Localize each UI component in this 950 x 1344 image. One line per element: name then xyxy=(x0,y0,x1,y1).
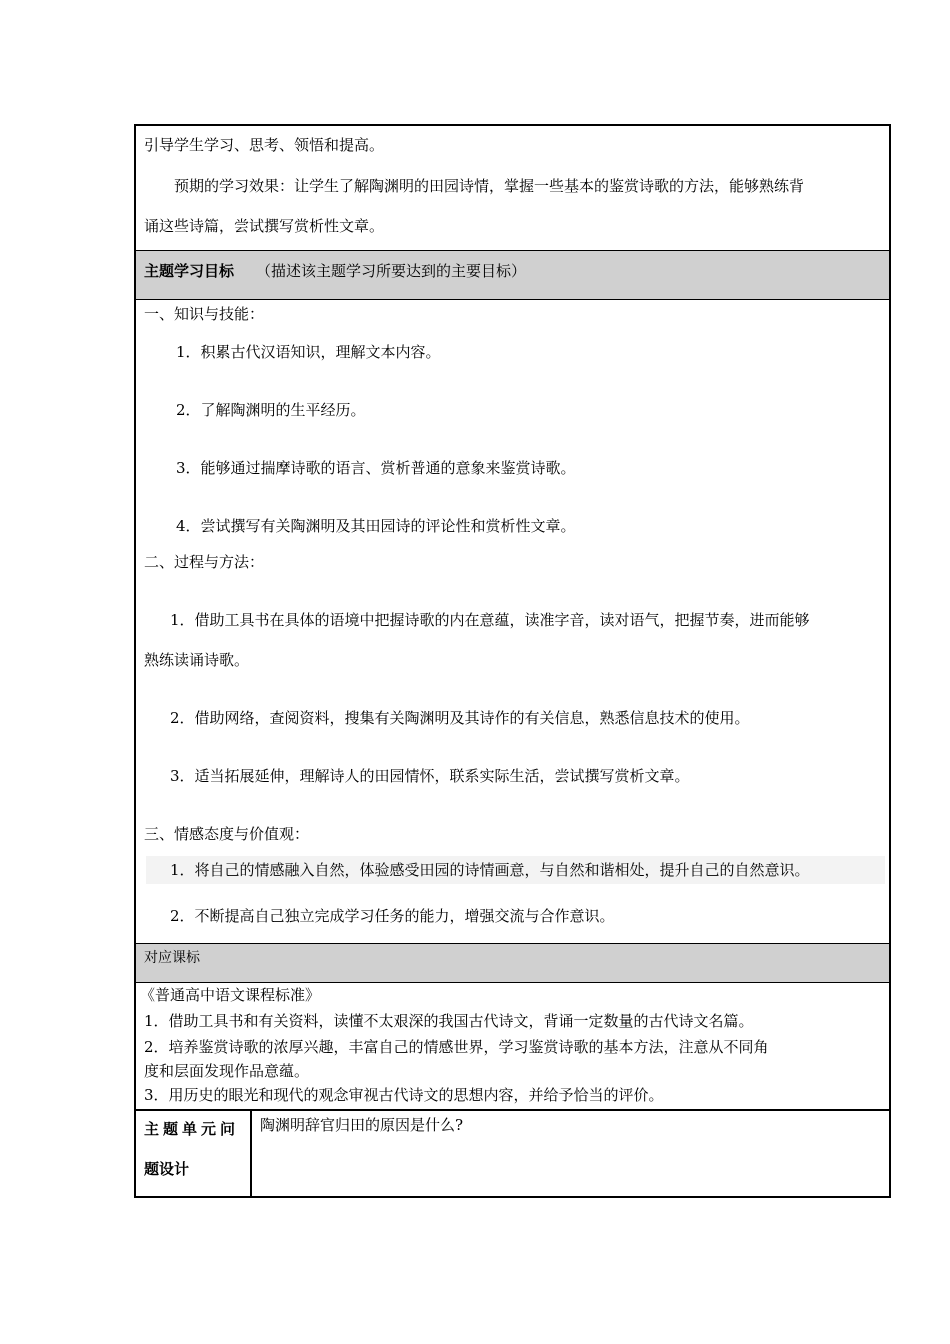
process-title: 二、过程与方法： xyxy=(144,553,265,571)
question-label-b: 题设计 xyxy=(144,1160,190,1178)
question-section xyxy=(136,1111,889,1198)
intro-line-3: 诵这些诗篇，尝试撰写赏析性文章。 xyxy=(144,217,385,235)
knowledge-item-3: 3．能够通过揣摩诗歌的语言、赏析普通的意象来鉴赏诗歌。 xyxy=(176,459,576,477)
intro-section xyxy=(136,126,889,250)
standards-item-2a: 2．培养鉴赏诗歌的浓厚兴趣，丰富自己的情感世界，学习鉴赏诗歌的基本方法，注意从不同角 xyxy=(144,1038,769,1056)
lesson-table xyxy=(134,124,891,1198)
emotion-item-2: 2．不断提高自己独立完成学习任务的能力，增强交流与合作意识。 xyxy=(170,907,615,925)
standards-item-1: 1．借助工具书和有关资料，读懂不太艰深的我国古代诗文，背诵一定数量的古代诗文名篇。 xyxy=(144,1012,754,1030)
knowledge-item-2: 2．了解陶渊明的生平经历。 xyxy=(176,401,366,419)
goals-section xyxy=(136,300,889,942)
standards-name: 《普通高中语文课程标准》 xyxy=(140,986,321,1004)
question-label-a: 主题单元问 xyxy=(144,1120,240,1138)
emotion-item-1: 1．将自己的情感融入自然，体验感受田园的诗情画意，与自然和谐相处，提升自己的自然意识。 xyxy=(170,861,810,879)
emotion-title: 三、情感态度与价值观： xyxy=(144,825,310,843)
goals-header-title: 主题学习目标 xyxy=(144,262,235,280)
question-content: 陶渊明辞官归田的原因是什么? xyxy=(260,1116,464,1134)
process-item-2: 2．借助网络，查阅资料，搜集有关陶渊明及其诗作的有关信息，熟悉信息技术的使用。 xyxy=(170,709,750,727)
knowledge-title: 一、知识与技能： xyxy=(144,305,265,323)
process-item-1a: 1．借助工具书在具体的语境中把握诗歌的内在意蕴，读准字音，读对语气，把握节奏，进而能够 xyxy=(170,611,810,629)
standards-header xyxy=(136,944,889,982)
intro-line-2: 预期的学习效果：让学生了解陶渊明的田园诗情，掌握一些基本的鉴赏诗歌的方法，能够熟练背 xyxy=(174,177,805,195)
goals-header xyxy=(136,251,889,299)
goals-header-desc: （描述该主题学习所要达到的主要目标） xyxy=(256,262,527,280)
knowledge-item-4: 4．尝试撰写有关陶渊明及其田园诗的评论性和赏析性文章。 xyxy=(176,517,576,535)
process-item-1b: 熟练读诵诗歌。 xyxy=(144,651,250,669)
process-item-3: 3．适当拓展延伸，理解诗人的田园情怀，联系实际生活，尝试撰写赏析文章。 xyxy=(170,767,690,785)
standards-item-3: 3．用历史的眼光和现代的观念审视古代诗文的思想内容，并给予恰当的评价。 xyxy=(144,1086,664,1104)
column-divider xyxy=(250,1111,252,1198)
knowledge-item-1: 1．积累古代汉语知识，理解文本内容。 xyxy=(176,343,441,361)
standards-section xyxy=(136,983,889,1109)
standards-item-2b: 度和层面发现作品意蕴。 xyxy=(144,1062,310,1080)
intro-line-1: 引导学生学习、思考、领悟和提高。 xyxy=(144,136,385,154)
standards-header-title: 对应课标 xyxy=(144,950,200,966)
